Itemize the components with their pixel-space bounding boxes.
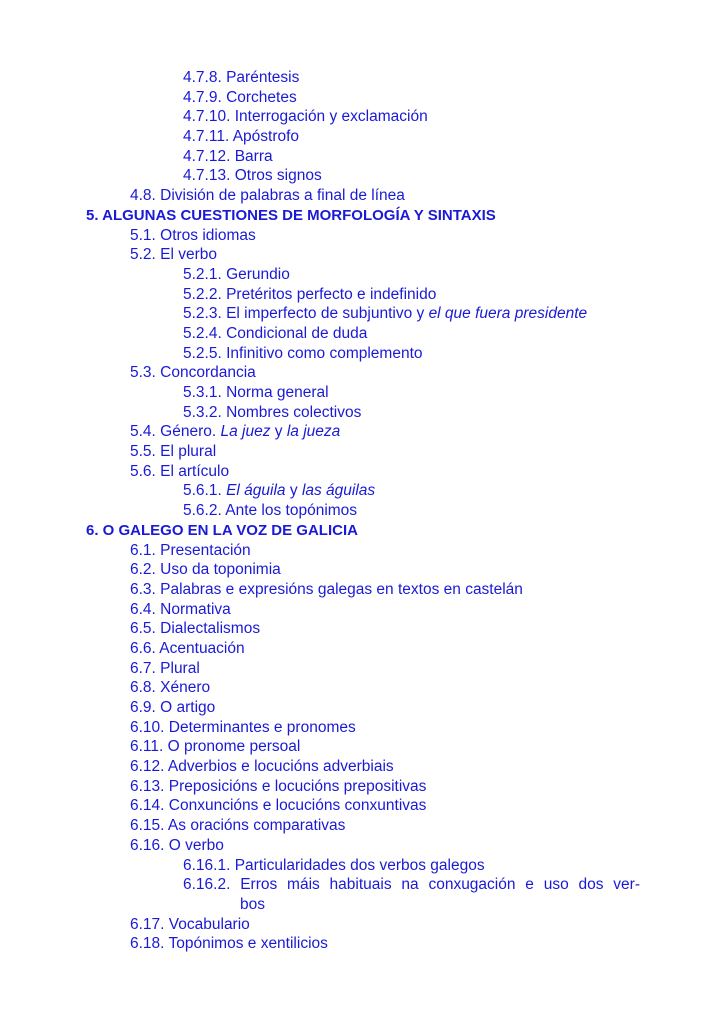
- toc-section-link[interactable]: [0, 836, 728, 856]
- toc-entry-text: [130, 246, 217, 263]
- toc-entry-fragment: 4.7.13. Otros signos: [183, 167, 322, 185]
- toc-entry-fragment: 6.17. Vocabulario: [130, 915, 250, 933]
- toc-entry-text: [130, 463, 229, 480]
- toc-entry-italic-fragment: el que fuera presidente: [428, 305, 588, 323]
- toc-entry-text: [130, 797, 426, 814]
- toc-entry-fragment: 4.7.10. Interrogación y exclamación: [183, 108, 428, 126]
- toc-entry-text: [183, 384, 329, 401]
- toc-subsection-link[interactable]: [0, 324, 728, 344]
- toc-entry-text: [130, 660, 200, 677]
- toc-entry-text: [130, 778, 426, 795]
- toc-entry-fragment: 4.7.12. Barra: [183, 147, 273, 165]
- toc-entry-fragment: 6.4. Normativa: [130, 600, 231, 618]
- toc-section-link[interactable]: [0, 737, 728, 757]
- toc-entry-fragment: 6.10. Determinantes e pronomes: [130, 718, 356, 736]
- toc-section-link[interactable]: [0, 796, 728, 816]
- toc-entry-text: [183, 404, 361, 421]
- toc-entry-text: [183, 502, 357, 519]
- toc-entry-fragment: 5.4. Género.: [130, 423, 221, 441]
- toc-entry-text: [183, 482, 375, 499]
- toc-entry-fragment: 5.6. El artículo: [130, 462, 230, 480]
- toc-entry-text: [130, 620, 260, 637]
- toc-entry-fragment: 6.16.2. Erros máis habituais na conxugación e uso dos ver-: [183, 876, 640, 894]
- toc-section-link[interactable]: [0, 757, 728, 777]
- toc-entry-fragment: 6.12. Adverbios e locucións adverbiais: [130, 758, 394, 776]
- toc-entry-text: [130, 719, 356, 736]
- table-of-contents: [0, 68, 728, 954]
- toc-entry-text: [183, 345, 423, 362]
- toc-entry-fragment: 6.15. As oracións comparativas: [130, 817, 346, 835]
- toc-entry-text: [130, 364, 256, 381]
- toc-entry-fragment: 6.18. Topónimos e xentilicios: [130, 935, 328, 953]
- toc-entry-fragment: 5.6.2. Ante los topónimos: [183, 502, 358, 520]
- toc-entry-fragment: 5.6.1.: [183, 482, 227, 500]
- toc-subsection-link[interactable]: [0, 107, 728, 127]
- toc-entry-fragment: 6.7. Plural: [130, 659, 200, 677]
- toc-entry-fragment: 5.3. Concordancia: [130, 364, 256, 382]
- toc-subsection-link[interactable]: [0, 344, 728, 364]
- toc-entry-fragment: 6.16.1. Particularidades dos verbos galegos: [183, 856, 485, 874]
- toc-subsection-link[interactable]: [0, 147, 728, 167]
- toc-section-link[interactable]: [0, 659, 728, 679]
- toc-entry-text: [183, 148, 273, 165]
- toc-section-link[interactable]: [0, 560, 728, 580]
- toc-entry-fragment: bos: [240, 895, 265, 913]
- toc-subsection-link[interactable]: [0, 127, 728, 147]
- toc-section-link[interactable]: [0, 777, 728, 797]
- toc-entry-fragment: 4.7.8. Paréntesis: [183, 69, 300, 86]
- toc-section-link[interactable]: [0, 580, 728, 600]
- toc-entry-fragment: 6.5. Dialectalismos: [130, 620, 261, 638]
- toc-entry-text: [183, 167, 322, 184]
- toc-entry-fragment: 5.3.2. Nombres colectivos: [183, 403, 362, 421]
- toc-entry-fragment: 4.8. División de palabras a final de línea: [130, 187, 405, 205]
- toc-entry-text: [130, 187, 405, 204]
- toc-entry-italic-fragment: la jueza: [286, 423, 341, 441]
- toc-entry-italic-fragment: las águilas: [301, 482, 376, 500]
- toc-entry-fragment: 5.2.5. Infinitivo como complemento: [183, 344, 423, 362]
- toc-section-link[interactable]: [0, 462, 728, 482]
- toc-entry-fragment: 6.2. Uso da toponimia: [130, 561, 281, 579]
- toc-section-link[interactable]: [0, 422, 728, 442]
- toc-entry-fragment: 4.7.9. Corchetes: [183, 88, 297, 106]
- toc-entry-text: [130, 640, 245, 657]
- toc-chapter-link[interactable]: [0, 206, 728, 226]
- toc-entry-italic-fragment: La juez: [220, 423, 271, 441]
- toc-entry-fragment: 5.5. El plural: [130, 443, 217, 461]
- toc-entry-fragment: y: [270, 423, 287, 441]
- toc-entry-text: [183, 128, 299, 145]
- toc-entry-fragment: 6.13. Preposicións e locucións prepositivas: [130, 777, 427, 795]
- toc-subsection-link[interactable]: [0, 856, 728, 876]
- toc-section-link[interactable]: [0, 619, 728, 639]
- toc-entry-fragment: 5.2. El verbo: [130, 246, 218, 264]
- toc-section-link[interactable]: [0, 816, 728, 836]
- toc-entry-fragment: 5.2.4. Condicional de duda: [183, 324, 368, 342]
- toc-entry-text: [130, 581, 523, 598]
- toc-section-link[interactable]: [0, 226, 728, 246]
- toc-entry-text: [130, 817, 345, 834]
- toc-entry-text: [130, 601, 231, 618]
- toc-entry-fragment: y: [285, 482, 302, 500]
- toc-entry-text: [86, 522, 358, 539]
- toc-entry-text: [130, 679, 210, 696]
- toc-entry-text: [130, 738, 300, 755]
- toc-subsection-link[interactable]: [0, 68, 728, 88]
- toc-subsection-link[interactable]: [0, 501, 728, 521]
- toc-entry-text: [183, 875, 640, 895]
- toc-section-link[interactable]: [0, 600, 728, 620]
- toc-entry-fragment: 5.2.3. El imperfecto de subjuntivo y: [183, 305, 429, 323]
- toc-entry-fragment: 5.1. Otros idiomas: [130, 226, 256, 244]
- toc-entry-fragment: 5. ALGUNAS CUESTIONES DE MORFOLOGÍA Y SINTAXIS: [86, 206, 496, 224]
- toc-section-link[interactable]: [0, 934, 728, 954]
- toc-section-link[interactable]: [0, 363, 728, 383]
- toc-entry-italic-fragment: El águila: [226, 482, 286, 500]
- toc-subsection-link[interactable]: [0, 875, 640, 895]
- toc-entry-fragment: 4.7.11. Apóstrofo: [183, 128, 300, 146]
- toc-entry-text: [130, 542, 251, 559]
- toc-chapter-link[interactable]: [0, 521, 728, 541]
- toc-subsection-link[interactable]: [0, 285, 728, 305]
- toc-section-link[interactable]: [0, 718, 728, 738]
- toc-subsection-link[interactable]: [0, 88, 728, 108]
- toc-entry-text: [86, 207, 496, 224]
- toc-section-link[interactable]: [0, 245, 728, 265]
- toc-subsection-link[interactable]: [0, 403, 728, 423]
- toc-entry-text: [240, 896, 265, 913]
- toc-entry-text: [183, 857, 485, 874]
- toc-entry-text: [130, 758, 394, 775]
- toc-entry-text: [183, 266, 290, 283]
- toc-subsection-link[interactable]: [0, 166, 728, 186]
- toc-entry-text: [183, 286, 436, 303]
- toc-entry-fragment: 6.3. Palabras e expresións galegas en textos en castelán: [130, 580, 523, 598]
- toc-subsection-link[interactable]: [0, 481, 728, 501]
- toc-section-link[interactable]: [0, 442, 728, 462]
- toc-section-link[interactable]: [0, 915, 728, 935]
- toc-entry-fragment: 6.14. Conxuncións e locucións conxuntivas: [130, 797, 427, 815]
- toc-entry-text: [130, 227, 256, 244]
- toc-entry-text: [130, 423, 340, 440]
- toc-subsection-link[interactable]: [0, 304, 728, 324]
- toc-subsection-link[interactable]: [0, 383, 728, 403]
- toc-entry-text: [183, 69, 299, 86]
- toc-entry-text: [130, 935, 328, 952]
- toc-entry-fragment: 6.11. O pronome persoal: [130, 738, 301, 756]
- toc-entry-fragment: 6. O GALEGO EN LA VOZ DE GALICIA: [86, 521, 358, 539]
- toc-entry-fragment: 5.3.1. Norma general: [183, 384, 329, 401]
- toc-section-link[interactable]: [0, 541, 728, 561]
- toc-entry-text: [130, 443, 216, 460]
- toc-entry-text: [183, 305, 587, 322]
- toc-entry-text: [130, 561, 281, 578]
- toc-subsection-link[interactable]: [0, 265, 728, 285]
- toc-continuation-link[interactable]: [0, 895, 728, 915]
- toc-entry-text: [130, 916, 250, 933]
- toc-entry-text: [183, 89, 297, 106]
- toc-section-link[interactable]: [0, 639, 728, 659]
- toc-section-link[interactable]: [0, 678, 728, 698]
- toc-entry-text: [130, 699, 215, 716]
- toc-entry-fragment: 6.16. O verbo: [130, 836, 224, 854]
- toc-entry-text: [130, 837, 224, 854]
- toc-entry-fragment: 6.9. O artigo: [130, 699, 216, 716]
- toc-entry-fragment: 5.2.1. Gerundio: [183, 265, 290, 283]
- toc-section-link[interactable]: [0, 186, 728, 206]
- toc-entry-fragment: 5.2.2. Pretéritos perfecto e indefinido: [183, 285, 437, 303]
- toc-section-link[interactable]: [0, 698, 728, 718]
- toc-entry-text: [183, 325, 367, 342]
- toc-entry-fragment: 6.8. Xénero: [130, 679, 211, 697]
- toc-entry-fragment: 6.1. Presentación: [130, 541, 251, 559]
- toc-entry-fragment: 6.6. Acentuación: [130, 639, 245, 657]
- toc-entry-text: [183, 108, 428, 125]
